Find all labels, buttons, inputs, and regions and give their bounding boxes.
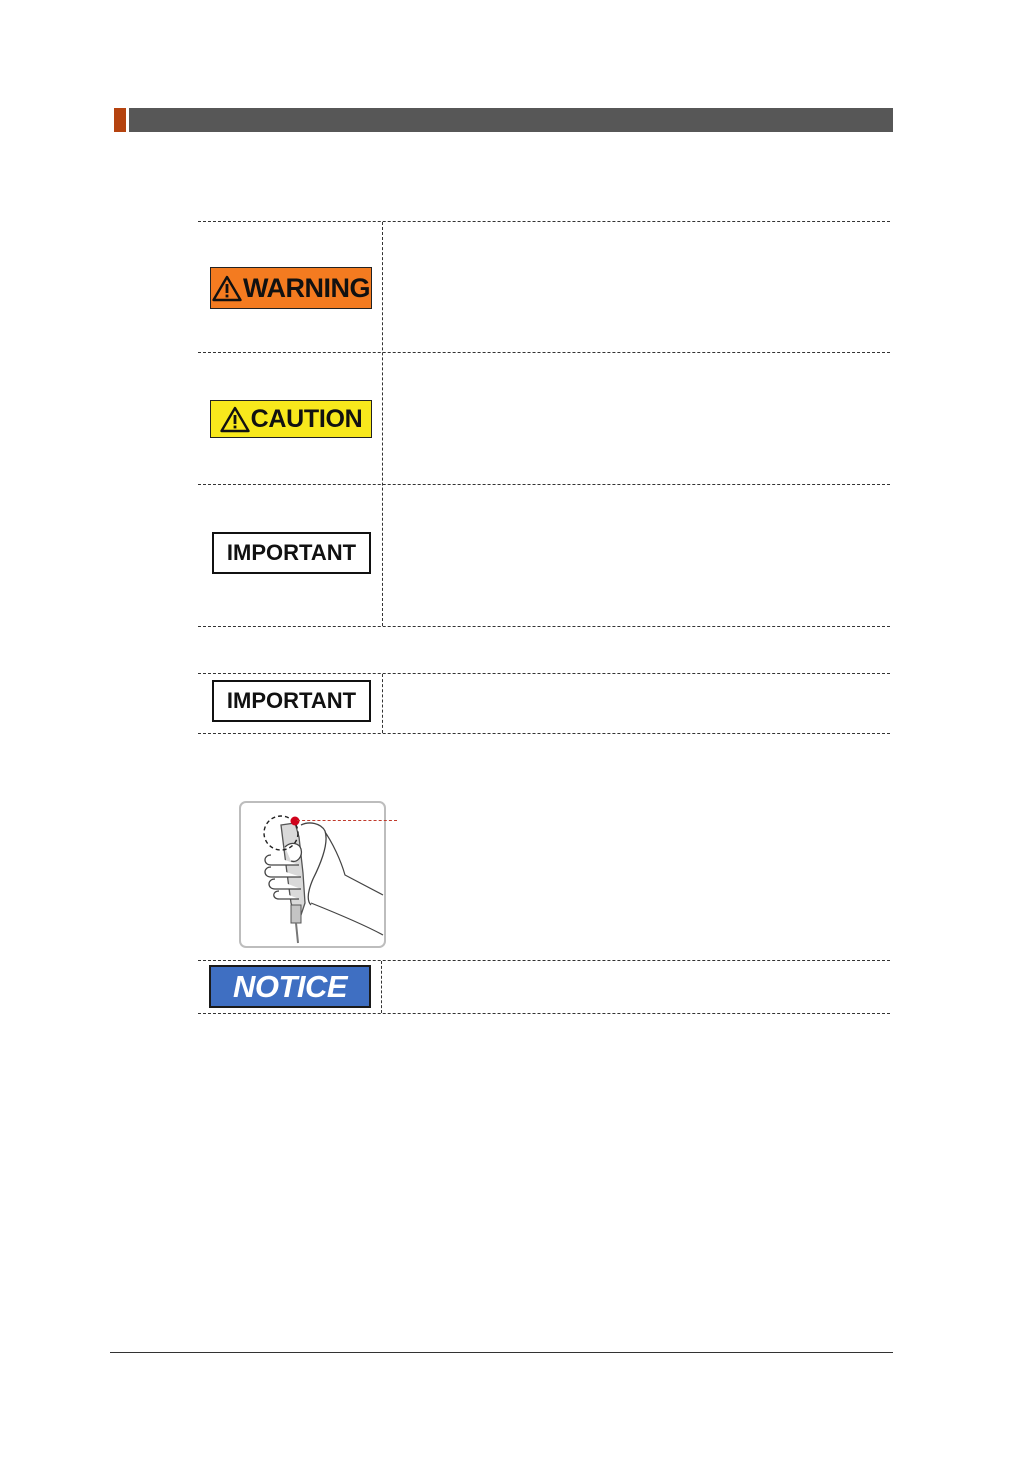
- warning-label: [210, 267, 372, 309]
- section-header-gap: [126, 108, 129, 132]
- important-note-label: [212, 680, 371, 722]
- notice-table-divider: [381, 961, 382, 1013]
- notice-label: [209, 965, 371, 1008]
- footer-rule: [110, 1352, 893, 1353]
- section-header-accent: [114, 108, 126, 132]
- table-rule-row2: [198, 484, 890, 485]
- important-table-divider: [382, 674, 383, 733]
- warning-triangle-icon: [220, 406, 250, 433]
- table-rule-top: [198, 221, 890, 222]
- important-label: [212, 532, 371, 574]
- illustration-leader-line: [297, 820, 397, 821]
- important-table-rule-bottom: [198, 733, 890, 734]
- section-header-bar: [114, 108, 893, 132]
- important-label-text: IMPORTANT: [226, 540, 357, 565]
- warning-triangle-icon: [212, 275, 242, 302]
- table-rule-row1: [198, 352, 890, 353]
- table-rule-bottom: [198, 626, 890, 627]
- hand-holding-handpiece-icon: [241, 803, 384, 946]
- caution-label: [210, 400, 372, 438]
- notice-label-text: NOTICE: [232, 968, 348, 1004]
- table-column-divider: [382, 222, 383, 626]
- caution-label-text: CAUTION: [250, 404, 363, 433]
- notice-table-rule-top: [198, 960, 890, 961]
- important-note-label-text: IMPORTANT: [226, 688, 357, 713]
- warning-label-text: WARNING: [243, 272, 370, 303]
- handpiece-illustration: [239, 801, 386, 948]
- important-table-rule-top: [198, 673, 890, 674]
- notice-table-rule-bottom: [198, 1013, 890, 1014]
